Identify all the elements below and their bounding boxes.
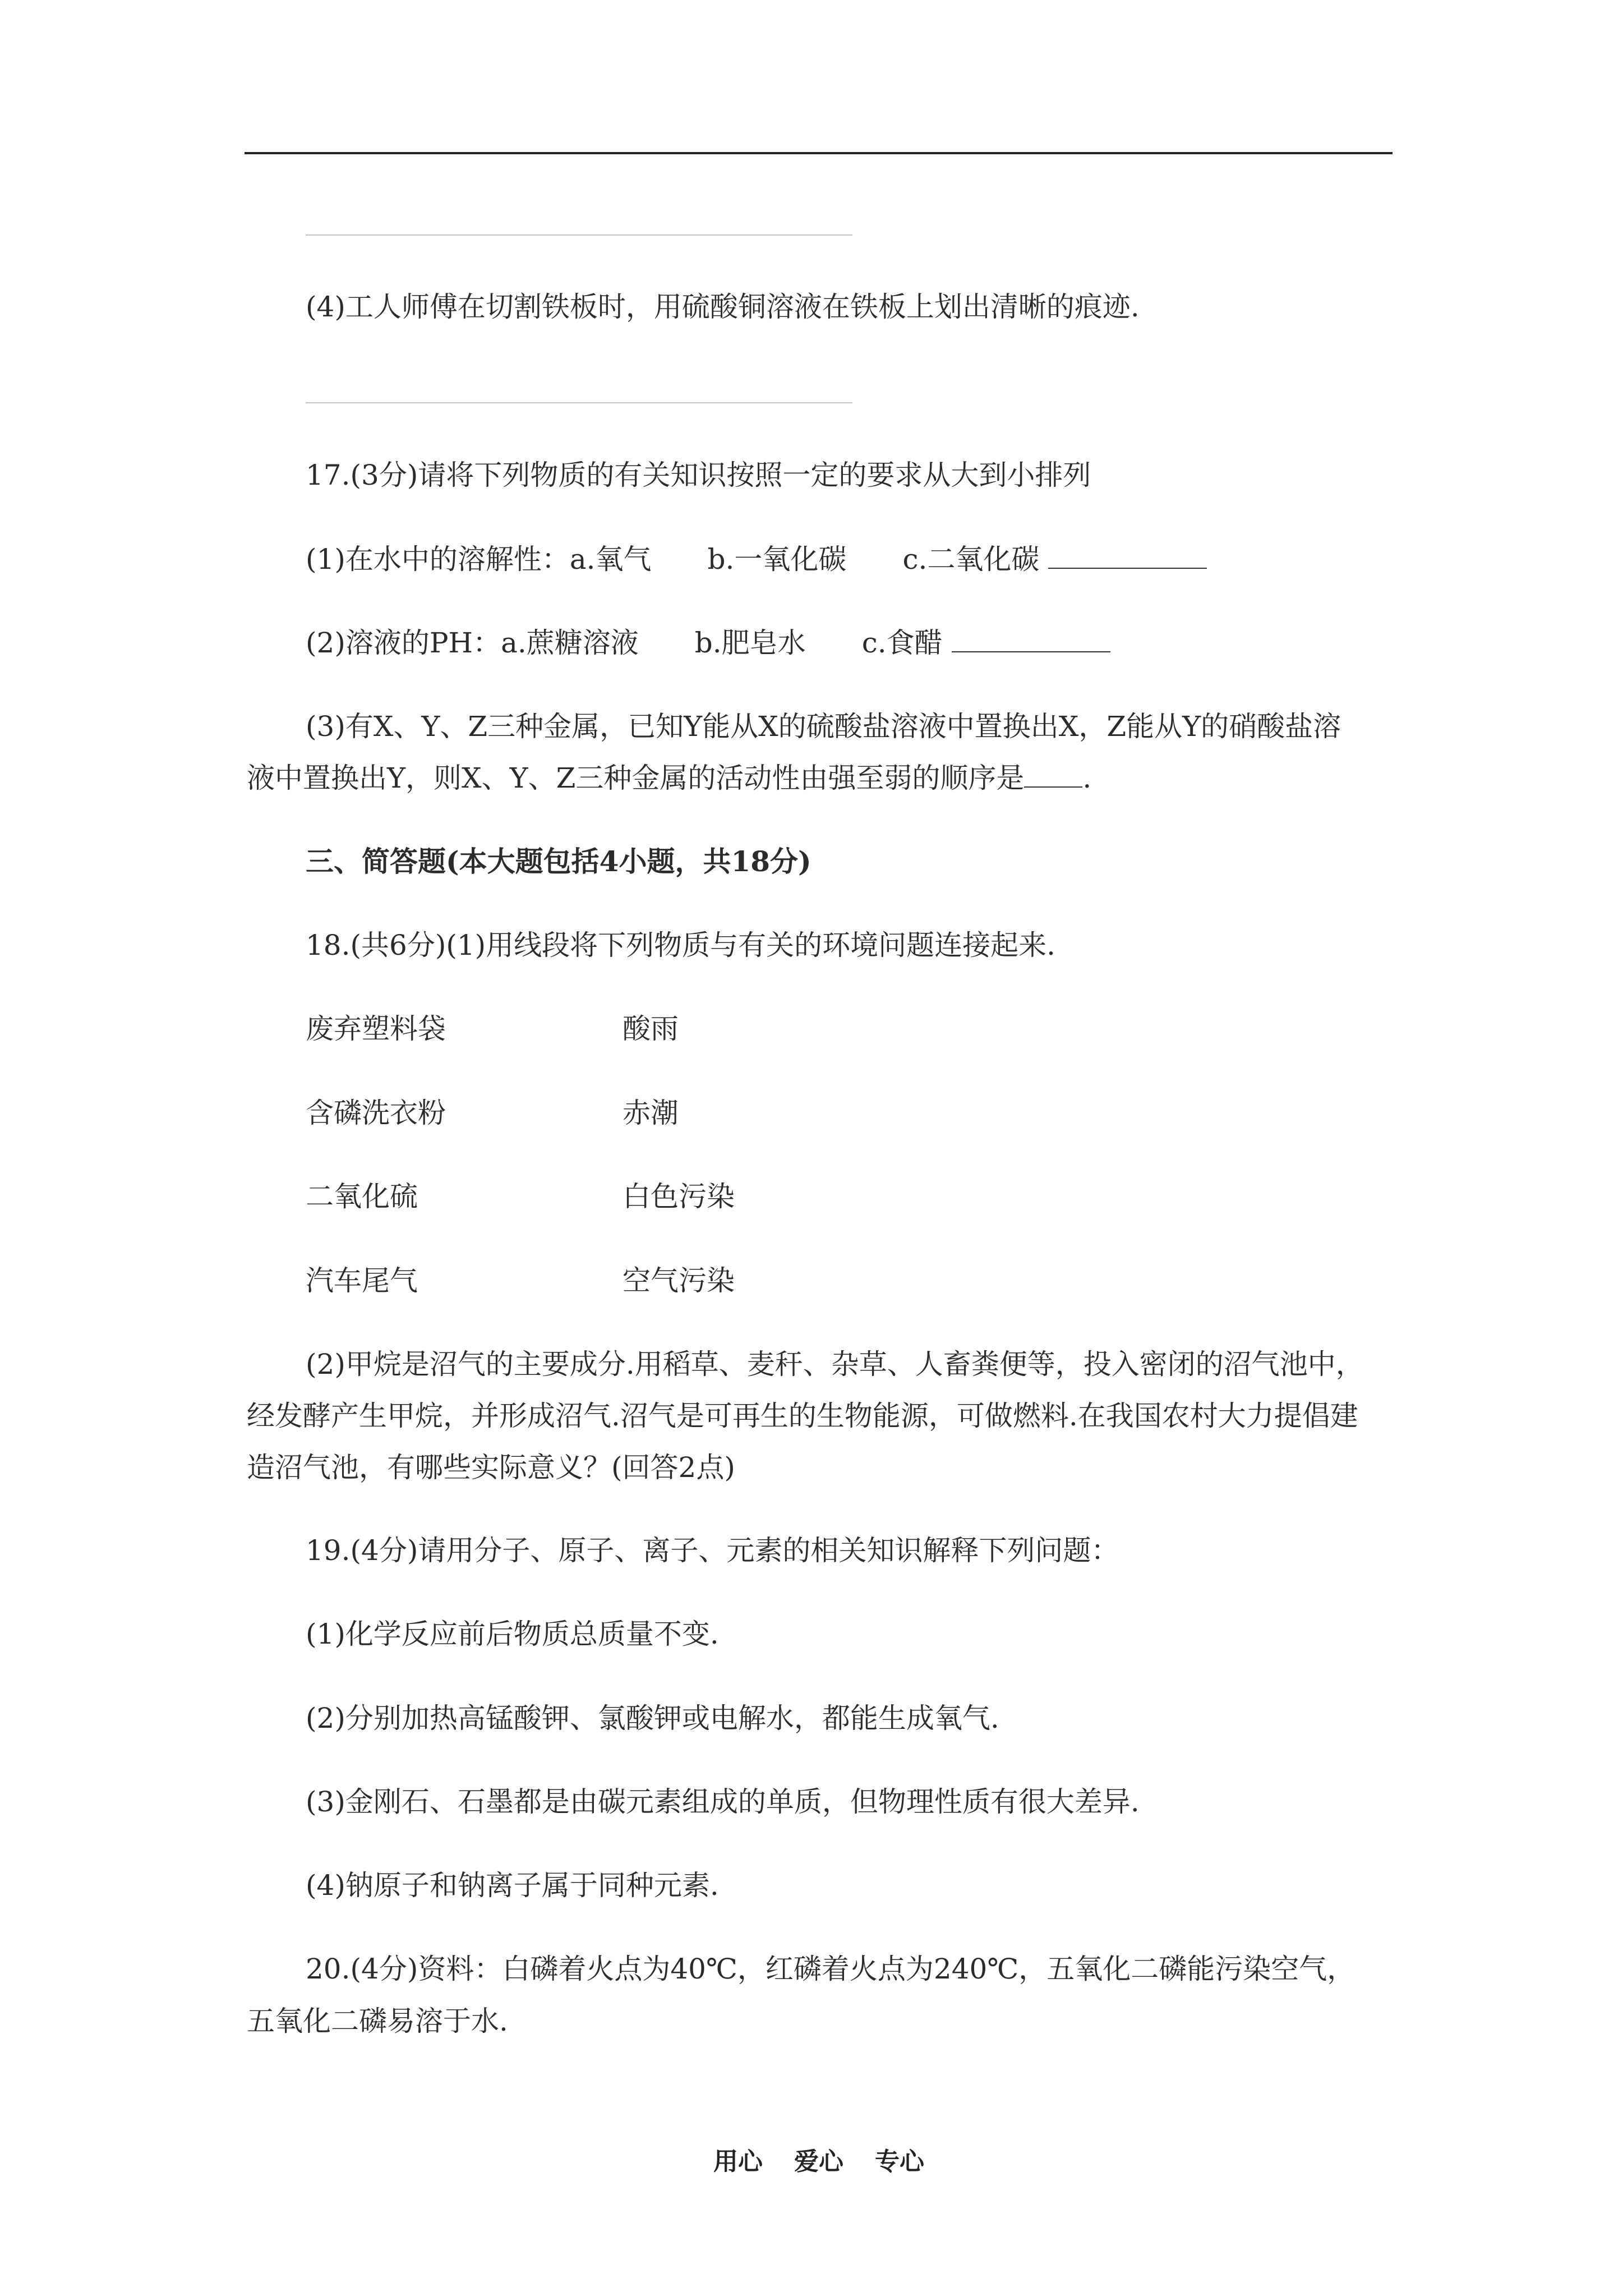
q19-item: (4)钠原子和钠离子属于同种元素. xyxy=(306,1869,719,1902)
q17-item3-line1: (3)有X、Y、Z三种金属，已知Y能从X的硫酸盐溶液中置换出X，Z能从Y的硝酸盐溶 xyxy=(306,710,1341,743)
q17-item1-a: a.氧气 xyxy=(569,543,652,576)
match-right-item: 白色污染 xyxy=(623,1180,735,1213)
footer-word: 用心 xyxy=(713,2147,763,2176)
match-left-item: 含磷洗衣粉 xyxy=(306,1097,446,1129)
q17-item2-c: c.食醋 xyxy=(861,627,943,659)
answer-blank xyxy=(1024,757,1082,788)
q16-item4: (4)工人师傅在切割铁板时，用硫酸铜溶液在铁板上划出清晰的痕迹. xyxy=(306,291,1140,323)
q19-item: (2)分别加热高锰酸钾、氯酸钾或电解水，都能生成氧气. xyxy=(306,1702,999,1734)
q19-stem: 19.(4分)请用分子、原子、离子、元素的相关知识解释下列问题： xyxy=(306,1534,1119,1567)
q20-line1: 20.(4分)资料：白磷着火点为40℃，红磷着火点为240℃，五氧化二磷能污染空气， xyxy=(306,1953,1355,1985)
q18-part2-line1: (2)甲烷是沼气的主要成分.用稻草、麦秆、杂草、人畜粪便等，投入密闭的沼气池中， xyxy=(306,1348,1364,1381)
q17-item2-a: a.蔗糖溶液 xyxy=(501,627,639,659)
answer-blank xyxy=(952,622,1110,652)
page-footer xyxy=(713,2145,924,2179)
section-title: 三、简答题(本大题包括4小题，共18分) xyxy=(306,845,811,878)
match-right-item: 空气污染 xyxy=(623,1264,735,1297)
header-rule xyxy=(245,152,1393,154)
match-right-item: 酸雨 xyxy=(623,1013,679,1045)
q19-item: (3)金刚石、石墨都是由碳元素组成的单质，但物理性质有很大差异. xyxy=(306,1786,1140,1818)
q19-item: (1)化学反应前后物质总质量不变. xyxy=(306,1618,719,1650)
match-right-item: 赤潮 xyxy=(623,1097,679,1129)
q18-part2-line2: 经发酵产生甲烷，并形成沼气.沼气是可再生的生物能源，可做燃料.在我国农村大力提倡建 xyxy=(247,1400,1358,1432)
q17-item1-b: b.一氧化碳 xyxy=(707,543,847,576)
q17-item3-line2: 液中置换出Y，则X、Y、Z三种金属的活动性由强至弱的顺序是 . xyxy=(247,757,1091,799)
answer-line xyxy=(306,402,852,403)
q17-item1 xyxy=(306,539,1207,580)
footer-word: 专心 xyxy=(875,2147,924,2176)
q17-item2-label: (2)溶液的PH： xyxy=(306,627,501,659)
match-left-item: 二氧化硫 xyxy=(306,1180,418,1213)
q17-stem: 17.(3分)请将下列物质的有关知识按照一定的要求从大到小排列 xyxy=(306,459,1091,491)
match-left-item: 废弃塑料袋 xyxy=(306,1013,446,1045)
q18-part2-line3: 造沼气池，有哪些实际意义？(回答2点) xyxy=(247,1451,735,1484)
q17-item2-b: b.肥皂水 xyxy=(694,627,806,659)
answer-blank xyxy=(1048,539,1207,569)
footer-word: 爱心 xyxy=(794,2147,843,2176)
q17-item1-label: (1)在水中的溶解性： xyxy=(306,543,570,576)
q17-item1-c: c.二氧化碳 xyxy=(902,543,1040,576)
match-left-item: 汽车尾气 xyxy=(306,1264,418,1297)
q20-line2: 五氧化二磷易溶于水. xyxy=(247,2005,508,2037)
answer-line xyxy=(306,234,852,236)
q17-item2 xyxy=(306,622,1110,664)
q18-stem: 18.(共6分)(1)用线段将下列物质与有关的环境问题连接起来. xyxy=(306,929,1056,961)
